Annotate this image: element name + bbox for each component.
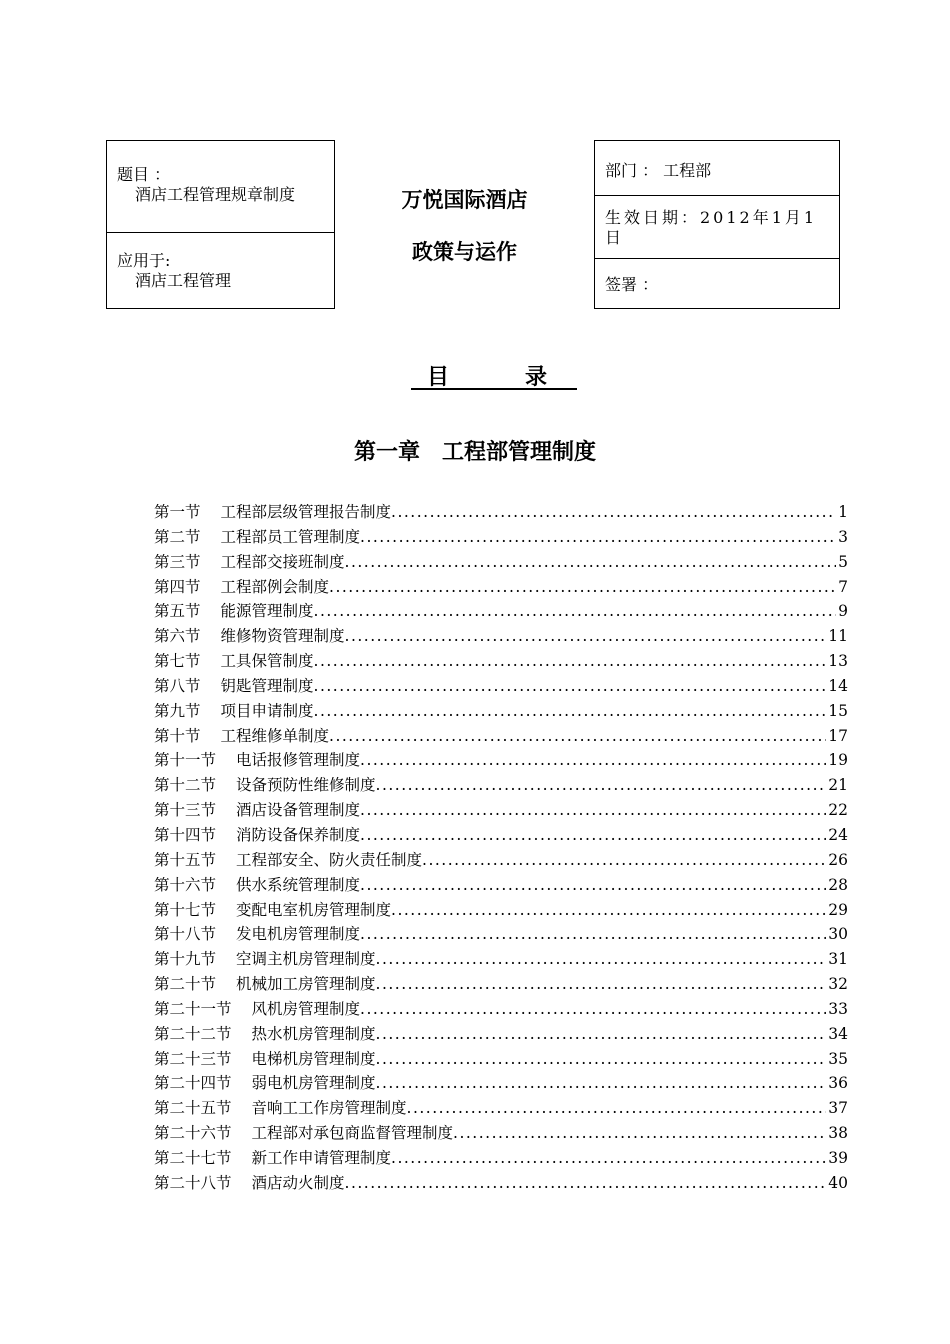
toc-entry (154, 748, 848, 773)
toc-entry-page: 22 (828, 801, 848, 820)
applies-label: 应用于: (117, 251, 171, 270)
toc-leader-dots (360, 873, 826, 898)
toc-entry-page: 26 (828, 850, 848, 869)
toc-entry-page: 30 (828, 925, 848, 944)
toc-entry (154, 947, 848, 972)
applies-value: 酒店工程管理 (135, 271, 232, 290)
toc-entry-page: 11 (828, 627, 848, 646)
toc-entry (154, 773, 848, 798)
toc-leader-dots (329, 724, 826, 749)
toc-entry-title: 空调主机房管理制度 (236, 950, 376, 969)
toc-entry-section: 第二十八节 (154, 1173, 232, 1192)
toc-entry-section: 第十五节 (154, 850, 217, 869)
toc-entry-section: 第十九节 (154, 950, 217, 969)
toc-entry (154, 873, 848, 898)
toc-entry-title: 供水系统管理制度 (236, 875, 361, 894)
toc-entry-section: 第一节 (154, 503, 201, 521)
toc-leader-dots (422, 848, 826, 873)
toc-entry (154, 798, 848, 823)
toc-entry-section: 第二十节 (154, 975, 217, 994)
toc-entry-page: 36 (828, 1074, 848, 1093)
toc-entry-section: 第二十七节 (154, 1148, 232, 1167)
toc-entry (154, 848, 848, 873)
toc-entry-section: 第十三节 (154, 801, 217, 820)
toc-entry-title: 工程部例会制度 (220, 577, 330, 596)
toc-entry-section: 第二十四节 (154, 1074, 232, 1093)
toc-entry-title: 工程部对承包商监督管理制度 (251, 1124, 454, 1143)
toc-entry-title: 热水机房管理制度 (251, 1024, 376, 1043)
toc-entry (154, 599, 848, 624)
subject-value: 酒店工程管理规章制度 (135, 185, 296, 204)
toc-leader-dots (314, 674, 827, 699)
toc-entry-title: 酒店动火制度 (251, 1173, 345, 1192)
toc-leader-dots (314, 699, 827, 724)
toc-entry-section: 第二十三节 (154, 1049, 232, 1068)
toc-entry-page: 1 (838, 503, 848, 521)
toc-entry-page: 34 (828, 1024, 848, 1043)
toc-leader-dots (376, 947, 827, 972)
subject-cell (107, 141, 334, 233)
toc-entry (154, 1071, 848, 1096)
toc-entry-title: 工具保管制度 (220, 652, 314, 671)
toc-entry-page: 14 (828, 676, 848, 695)
effective-date-cell (595, 196, 839, 259)
toc-entry-page: 17 (828, 726, 848, 745)
department-cell (595, 141, 839, 196)
toc-leader-dots (376, 773, 827, 798)
toc-entry (154, 674, 848, 699)
subject-info-box (106, 140, 335, 309)
toc-entry-page: 15 (828, 701, 848, 720)
toc-entry-page: 7 (838, 577, 848, 596)
toc-entry (154, 1022, 848, 1047)
toc-title-char-1: 目 (427, 364, 450, 390)
toc-entry-title: 工程部员工管理制度 (220, 527, 361, 546)
signature-cell (595, 259, 839, 295)
toc-entry (154, 823, 848, 848)
toc-entry-title: 工程维修单制度 (220, 726, 330, 745)
toc-entry-section: 第二节 (154, 527, 201, 546)
toc-entry-page: 32 (828, 975, 848, 994)
toc-entry (154, 1171, 848, 1196)
toc-leader-dots (314, 599, 837, 624)
toc-entry-page: 39 (828, 1148, 848, 1167)
toc-entry (154, 649, 848, 674)
toc-entry-page: 38 (828, 1124, 848, 1143)
toc-leader-dots (376, 1071, 827, 1096)
toc-entry (154, 1146, 848, 1171)
toc-entry-section: 第十六节 (154, 875, 217, 894)
toc-entry (154, 1121, 848, 1146)
toc-entry (154, 624, 848, 649)
toc-leader-dots (360, 798, 826, 823)
toc-leader-dots (329, 575, 836, 600)
toc-leader-dots (345, 1171, 827, 1196)
toc-entry-title: 机械加工房管理制度 (236, 975, 376, 994)
toc-entry-section: 第六节 (154, 627, 201, 646)
toc-entry-title: 工程部交接班制度 (220, 552, 345, 571)
toc-entry-title: 电话报修管理制度 (236, 751, 361, 770)
toc-entry (154, 922, 848, 947)
toc-entry (154, 500, 848, 525)
toc-leader-dots (360, 525, 836, 550)
toc-entry-page: 35 (828, 1049, 848, 1068)
toc-entry-title: 新工作申请管理制度 (251, 1148, 392, 1167)
toc-entry-title: 变配电室机房管理制度 (236, 900, 392, 919)
toc-entry-page: 21 (828, 776, 848, 795)
toc-entry (154, 525, 848, 550)
toc-entry-page: 3 (838, 527, 848, 546)
toc-entry (154, 1096, 848, 1121)
toc-entry (154, 972, 848, 997)
toc-entry-section: 第九节 (154, 701, 201, 720)
toc-entry (154, 724, 848, 749)
toc-entry-title: 电梯机房管理制度 (251, 1049, 376, 1068)
toc-entry-section: 第十一节 (154, 751, 217, 770)
toc-title-char-2: 录 (525, 364, 548, 390)
toc-entry-title: 发电机房管理制度 (236, 925, 361, 944)
toc-leader-dots (391, 500, 836, 525)
toc-entry (154, 1047, 848, 1072)
toc-entry-title: 钥匙管理制度 (220, 676, 314, 695)
toc-entry-section: 第十二节 (154, 776, 217, 795)
toc-entry-title: 设备预防性维修制度 (236, 776, 376, 795)
toc-leader-dots (391, 1146, 826, 1171)
toc-entry-page: 33 (828, 999, 848, 1018)
toc-entry-section: 第七节 (154, 652, 201, 671)
toc-entry-section: 第二十一节 (154, 999, 232, 1018)
effective-date-text: 生效日期：2012年1月1日 (605, 208, 818, 247)
toc-entry-section: 第十节 (154, 726, 201, 745)
toc-entry-page: 5 (838, 552, 848, 571)
department-text: 部门 ： 工程部 (605, 161, 712, 180)
toc-leader-dots (391, 898, 826, 923)
toc-leader-dots (314, 649, 827, 674)
toc-leader-dots (360, 823, 826, 848)
toc-leader-dots (376, 1047, 827, 1072)
toc-entry-title: 音响工工作房管理制度 (251, 1099, 407, 1118)
toc-leader-dots (345, 550, 837, 575)
toc-entry-title: 能源管理制度 (220, 602, 314, 621)
toc-entry-page: 13 (828, 652, 848, 671)
hotel-name: 万悦国际酒店 (401, 187, 528, 212)
toc-entry-title: 工程部层级管理报告制度 (220, 503, 392, 521)
toc-entry-title: 项目申请制度 (220, 701, 314, 720)
toc-entry-page: 28 (828, 875, 848, 894)
toc-entry (154, 997, 848, 1022)
toc-entry-section: 第二十二节 (154, 1024, 232, 1043)
toc-entry-title: 酒店设备管理制度 (236, 801, 361, 820)
toc-leader-dots (345, 624, 827, 649)
toc-entry-section: 第二十五节 (154, 1099, 232, 1118)
toc-entry-page: 37 (828, 1099, 848, 1118)
toc-entry (154, 898, 848, 923)
toc-entry-page: 31 (828, 950, 848, 969)
toc-entry-page: 40 (828, 1173, 848, 1192)
toc-entry-section: 第十四节 (154, 825, 217, 844)
toc-entry-page: 24 (828, 825, 848, 844)
signature-text: 签署 ： (605, 275, 659, 294)
chapter-heading: 第一章 工程部管理制度 (353, 439, 596, 465)
toc-entry-title: 工程部安全、防火责任制度 (236, 850, 423, 869)
toc-leader-dots (376, 972, 827, 997)
toc-entry (154, 575, 848, 600)
toc-title (411, 360, 577, 390)
toc-leader-dots (360, 922, 826, 947)
document-type: 政策与运作 (412, 239, 517, 264)
toc-leader-dots (360, 748, 826, 773)
department-info-box (594, 140, 840, 309)
toc-entry-section: 第十七节 (154, 900, 217, 919)
toc-entry-title: 风机房管理制度 (251, 999, 361, 1018)
toc-entry-section: 第八节 (154, 676, 201, 695)
toc-leader-dots (360, 997, 826, 1022)
applies-cell (107, 233, 334, 291)
toc-entry-title: 消防设备保养制度 (236, 825, 361, 844)
toc-entry-page: 19 (828, 751, 848, 770)
toc-entry-page: 9 (838, 602, 848, 621)
toc-entry-title: 维修物资管理制度 (220, 627, 345, 646)
toc-leader-dots (407, 1096, 827, 1121)
toc-entry (154, 699, 848, 724)
toc-list (154, 500, 848, 1196)
toc-entry-section: 第五节 (154, 602, 201, 621)
toc-entry-section: 第四节 (154, 577, 201, 596)
toc-leader-dots (376, 1022, 827, 1047)
toc-entry (154, 550, 848, 575)
toc-entry-section: 第三节 (154, 552, 201, 571)
subject-label: 题目 ： (117, 165, 171, 184)
toc-entry-page: 29 (828, 900, 848, 919)
toc-leader-dots (453, 1121, 826, 1146)
toc-entry-title: 弱电机房管理制度 (251, 1074, 376, 1093)
toc-entry-section: 第二十六节 (154, 1124, 232, 1143)
toc-entry-section: 第十八节 (154, 925, 217, 944)
